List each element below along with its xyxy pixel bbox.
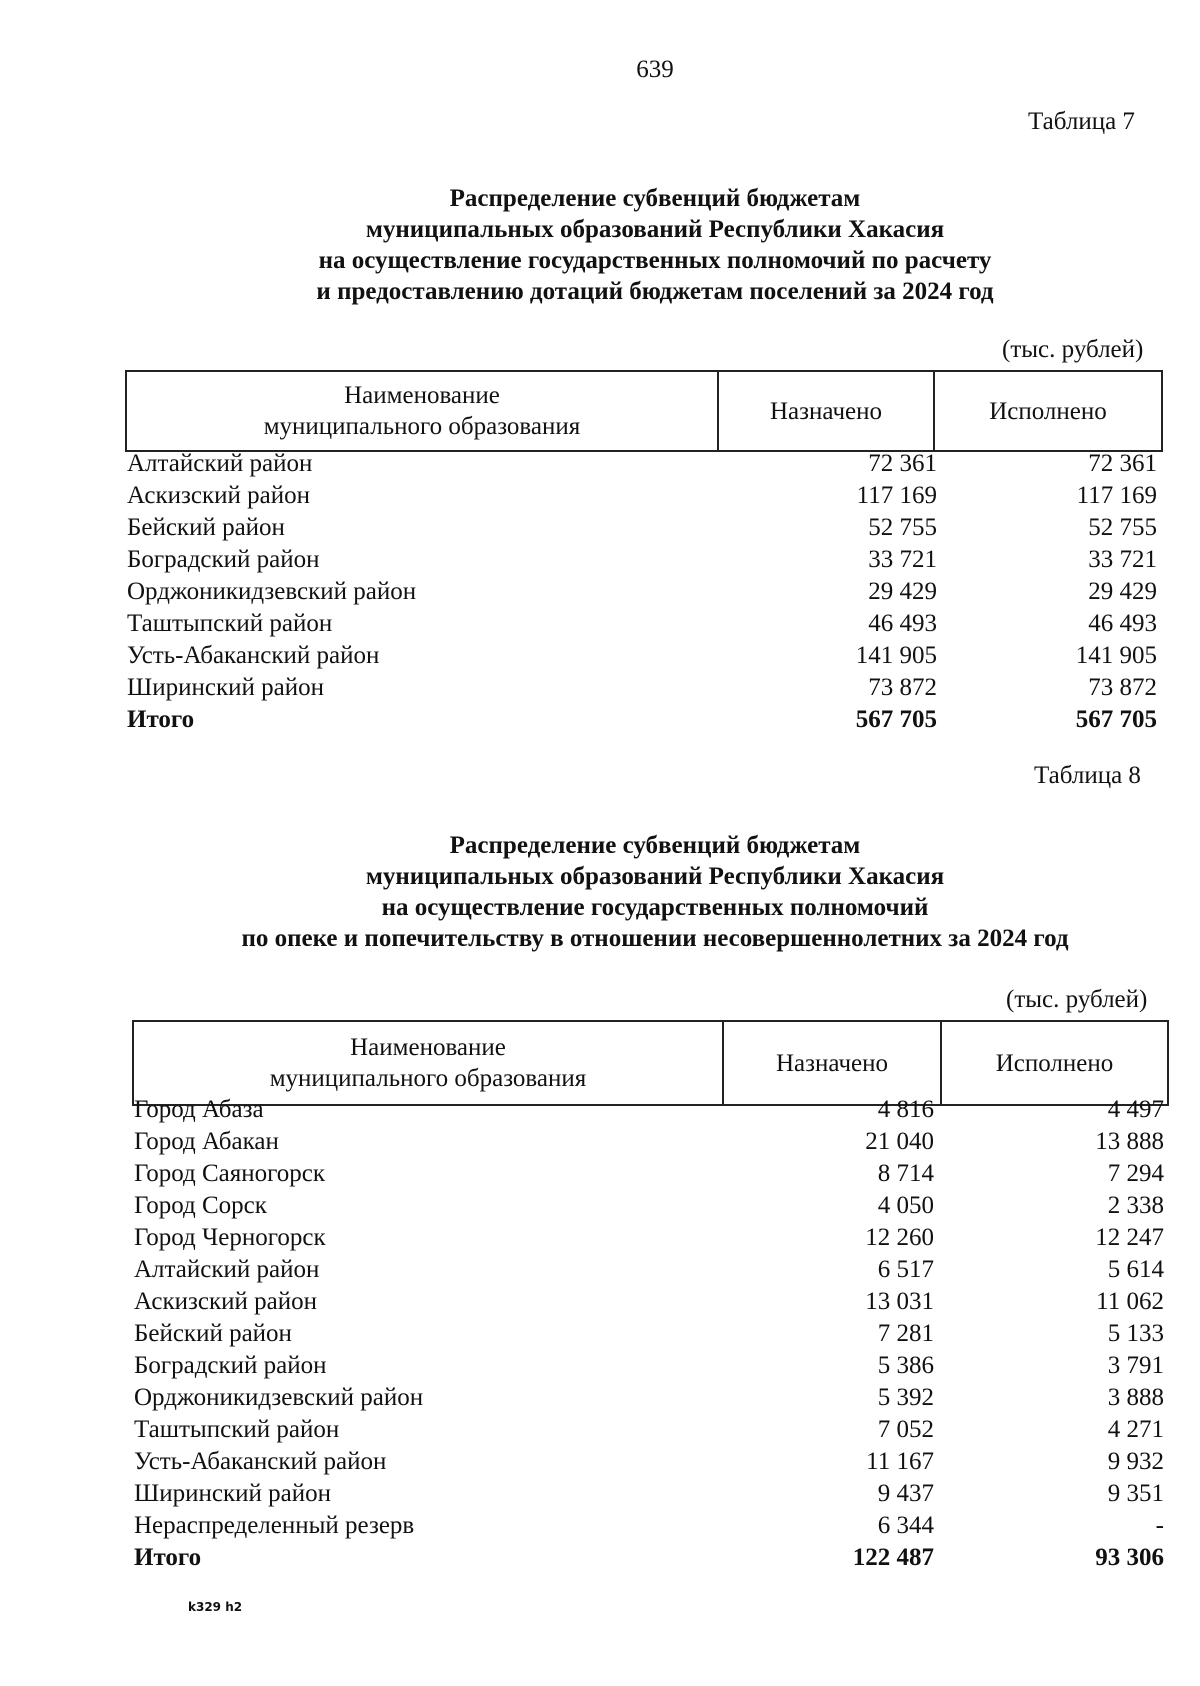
row-assigned: 6 344 — [877, 1512, 934, 1539]
row-assigned: 46 493 — [868, 610, 937, 637]
row-executed: - — [1155, 1512, 1164, 1539]
row-assigned: 6 517 — [877, 1256, 934, 1283]
table7-header-assigned: Назначено — [717, 372, 933, 450]
row-executed: 5 133 — [1107, 1320, 1164, 1347]
table-row — [134, 1190, 1164, 1222]
table8-title-line: по опеке и попечительству в отношении несовершеннолетних за 2024 год — [241, 925, 1069, 952]
row-name: Город Саяногорск — [134, 1160, 326, 1187]
table-row — [127, 608, 1157, 640]
row-name: Город Абакан — [134, 1128, 279, 1155]
row-name: Аскизский район — [127, 482, 311, 509]
table7-title-line: муниципальных образований Республики Хакасия — [365, 216, 945, 243]
row-name: Орджоникидзевский район — [134, 1384, 424, 1411]
row-assigned: 8 714 — [877, 1160, 934, 1187]
table7-header-executed: Исполнено — [933, 372, 1161, 450]
table-row — [127, 576, 1157, 608]
row-executed: 4 497 — [1107, 1096, 1164, 1123]
row-assigned: 11 167 — [866, 1448, 934, 1475]
table-row — [127, 640, 1157, 672]
table-row — [134, 1382, 1164, 1414]
row-executed: 4 271 — [1107, 1416, 1164, 1443]
row-assigned: 141 905 — [855, 642, 937, 669]
table7-header-name-line2: муниципального образования — [263, 413, 581, 440]
row-name: Алтайский район — [134, 1256, 320, 1283]
table-row — [127, 672, 1157, 704]
row-executed: 2 338 — [1107, 1192, 1164, 1219]
row-assigned: 7 281 — [877, 1320, 934, 1347]
row-assigned: 52 755 — [868, 514, 937, 541]
row-name: Усть-Абаканский район — [127, 642, 380, 669]
row-name: Ширинский район — [134, 1480, 331, 1507]
row-executed: 11 062 — [1096, 1288, 1164, 1315]
table-row — [134, 1286, 1164, 1318]
table7-header — [125, 370, 1163, 452]
table-row — [127, 512, 1157, 544]
row-assigned: 5 386 — [877, 1352, 934, 1379]
table7-title-line: Распределение субвенций бюджетам — [449, 185, 861, 212]
table-row — [127, 480, 1157, 512]
row-name: Ширинский район — [127, 674, 324, 701]
table8-unit: (тыс. рублей) — [1006, 986, 1148, 1013]
table8-title-line: на осуществление государственных полномочий — [381, 894, 929, 921]
row-executed: 9 351 — [1107, 1480, 1164, 1507]
table8-header-name-line2: муниципального образования — [269, 1065, 587, 1092]
row-assigned: 122 487 — [852, 1544, 934, 1571]
table8-title — [0, 830, 1200, 954]
table8-total-row — [134, 1542, 1164, 1574]
table7-title — [0, 183, 1200, 307]
table7-unit: (тыс. рублей) — [1002, 336, 1144, 363]
table-row — [134, 1254, 1164, 1286]
table-row — [134, 1222, 1164, 1254]
row-name: Город Черногорск — [134, 1224, 326, 1251]
row-assigned: 117 169 — [856, 482, 937, 509]
row-assigned: 5 392 — [877, 1384, 934, 1411]
row-name: Боградский район — [127, 546, 320, 573]
table-row — [134, 1414, 1164, 1446]
row-name: Таштыпский район — [134, 1416, 340, 1443]
table7-header-name — [127, 372, 717, 450]
row-name: Нераспределенный резерв — [134, 1512, 415, 1539]
row-name: Таштыпский район — [127, 610, 333, 637]
row-executed: 567 705 — [1075, 706, 1157, 733]
table-row — [127, 448, 1157, 480]
row-executed: 46 493 — [1088, 610, 1157, 637]
row-name: Бейский район — [134, 1320, 292, 1347]
table8-title-line: Распределение субвенций бюджетам — [449, 832, 861, 859]
row-name: Город Сорск — [134, 1192, 267, 1219]
row-name: Аскизский район — [134, 1288, 318, 1315]
table-row — [134, 1478, 1164, 1510]
table-row — [134, 1094, 1164, 1126]
table7-title-line: и предоставлению дотаций бюджетам поселений за 2024 год — [316, 278, 994, 305]
row-assigned: 7 052 — [877, 1416, 934, 1443]
row-assigned: 13 031 — [865, 1288, 934, 1315]
row-name: Усть-Абаканский район — [134, 1448, 387, 1475]
row-executed: 29 429 — [1088, 578, 1157, 605]
row-assigned: 33 721 — [868, 546, 937, 573]
table8-header-name — [134, 1022, 722, 1104]
row-name: Алтайский район — [127, 450, 313, 477]
row-name: Боградский район — [134, 1352, 327, 1379]
table-row — [127, 544, 1157, 576]
row-assigned: 4 050 — [877, 1192, 934, 1219]
table8-body — [134, 1094, 1164, 1574]
row-assigned: 72 361 — [868, 450, 937, 477]
row-name: Бейский район — [127, 514, 285, 541]
table7-title-line: на осуществление государственных полномочий по расчету — [318, 247, 992, 274]
table8-title-line: муниципальных образований Республики Хакасия — [365, 863, 945, 890]
table-row — [134, 1318, 1164, 1350]
row-assigned: 73 872 — [868, 674, 937, 701]
table7-header-name-line1: Наименование — [344, 382, 500, 409]
table-row — [134, 1158, 1164, 1190]
row-executed: 33 721 — [1088, 546, 1157, 573]
row-assigned: 567 705 — [855, 706, 937, 733]
row-executed: 3 791 — [1107, 1352, 1164, 1379]
table8-header-assigned: Назначено — [722, 1022, 940, 1104]
row-executed: 141 905 — [1075, 642, 1157, 669]
row-executed: 5 614 — [1107, 1256, 1164, 1283]
row-assigned: 9 437 — [877, 1480, 934, 1507]
table8-label: Таблица 8 — [1034, 762, 1141, 789]
row-executed: 72 361 — [1088, 450, 1157, 477]
table-row — [134, 1510, 1164, 1542]
table7-label: Таблица 7 — [1028, 108, 1135, 135]
table7-total-row — [127, 704, 1157, 736]
table8-header-executed: Исполнено — [940, 1022, 1167, 1104]
row-assigned: 12 260 — [865, 1224, 934, 1251]
row-executed: 7 294 — [1107, 1160, 1164, 1187]
row-executed: 12 247 — [1095, 1224, 1164, 1251]
footer-code: k329 h2 — [188, 1600, 243, 1614]
row-executed: 93 306 — [1095, 1544, 1164, 1571]
row-executed: 73 872 — [1088, 674, 1157, 701]
row-name: Орджоникидзевский район — [127, 578, 417, 605]
table-row — [134, 1350, 1164, 1382]
table-row — [134, 1126, 1164, 1158]
row-name: Итого — [134, 1544, 202, 1571]
page-number: 639 — [636, 56, 674, 83]
table7-body — [127, 448, 1157, 736]
row-name: Город Абаза — [134, 1096, 264, 1123]
row-assigned: 21 040 — [865, 1128, 934, 1155]
row-assigned: 29 429 — [868, 578, 937, 605]
row-executed: 9 932 — [1107, 1448, 1164, 1475]
row-executed: 3 888 — [1107, 1384, 1164, 1411]
row-executed: 13 888 — [1095, 1128, 1164, 1155]
table8-header-name-line1: Наименование — [350, 1034, 506, 1061]
row-executed: 117 169 — [1076, 482, 1157, 509]
row-name: Итого — [127, 706, 195, 733]
row-assigned: 4 816 — [877, 1096, 934, 1123]
row-executed: 52 755 — [1088, 514, 1157, 541]
table-row — [134, 1446, 1164, 1478]
